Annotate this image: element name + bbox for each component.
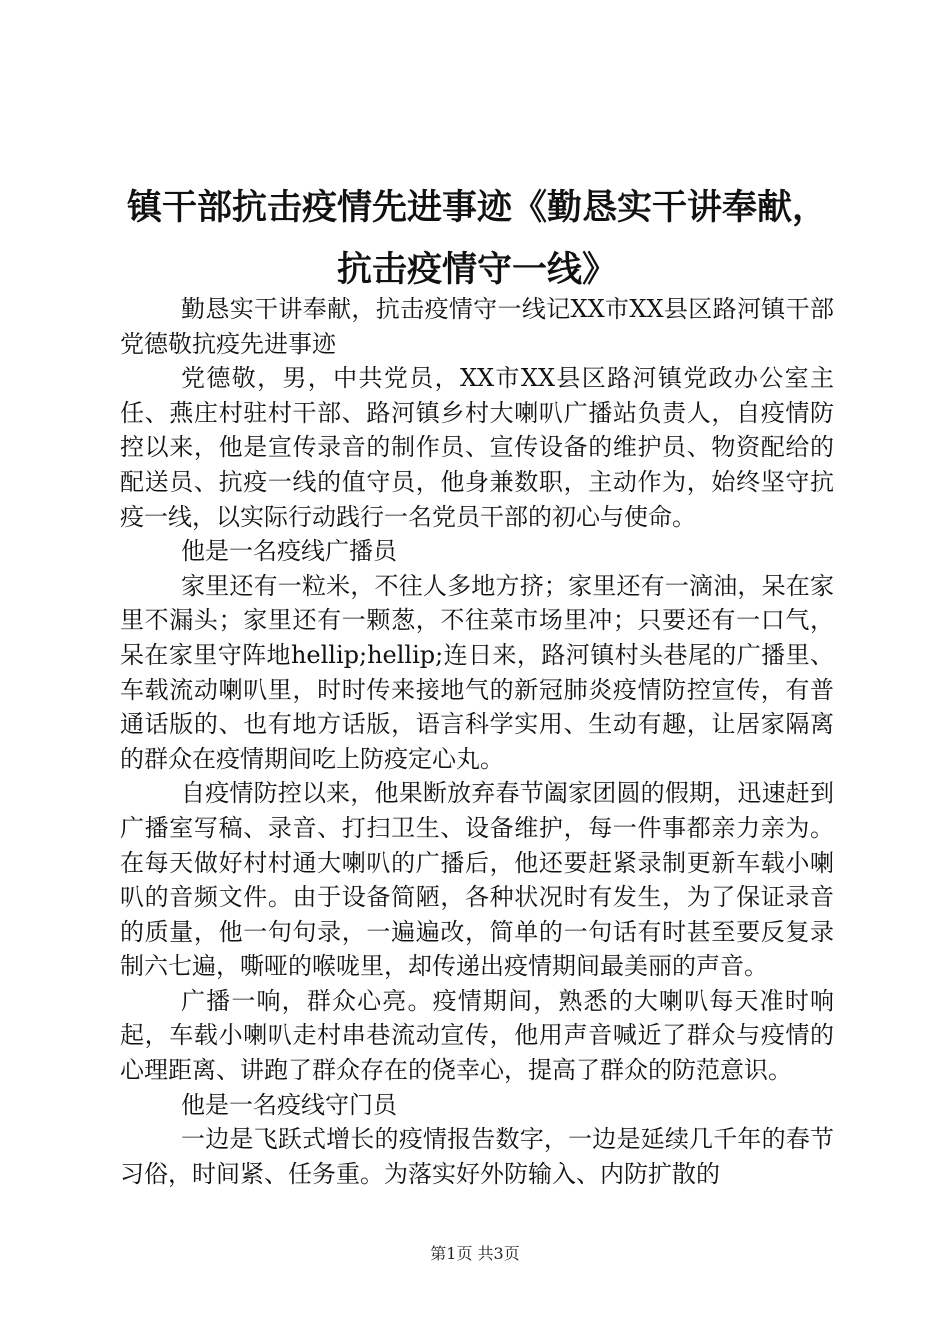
page-number-footer: 第1页 共3页 [430,1244,520,1263]
paragraph: 一边是飞跃式增长的疫情报告数字，一边是延续几千年的春节习俗，时间紧、任务重。为落实好外防输入、内防扩散的 [120,1125,834,1188]
section-heading: 他是一名疫线广播员 [181,537,397,566]
paragraph: 自疫情防控以来，他果断放弃春节阖家团圆的假期，迅速赶到广播室写稿、录音、打扫卫生、设备维护，每一件事都亲力亲为。在每天做好村村通大喇叭的广播后，他还要赶紧录制更新车载小喇叭的音频文件。由于设备简陋，各种状况时有发生，为了保证录音的质量，他一句句录，一遍遍改，简单的一句话有时甚至要反复录制六七遍，嘶哑的喉咙里，却传递出疫情期间最美丽的声音。 [120,779,834,981]
paragraph: 勤恳实干讲奉献，抗击疫情守一线记XX市XX县区路河镇干部党德敬抗疫先进事迹 [120,295,834,358]
section-heading: 他是一名疫线守门员 [181,1090,397,1119]
document-title-line-1: 镇干部抗击疫情先进事迹《勤恳实干讲奉献， [126,188,827,228]
document-body [120,292,834,1191]
paragraph: 家里还有一粒米，不往人多地方挤；家里还有一滴油，呆在家里不漏头；家里还有一颗葱，不往菜市场里冲；只要还有一口气，呆在家里守阵地hellip;hellip;连日来，路河镇村头巷尾的广播里、车载流动喇叭里，时时传来接地气的新冠肺炎疫情防控宣传，有普通话版的、也有地方话版，语言科学实用、生动有趣，让居家隔离的群众在疫情期间吃上防疫定心丸。 [120,571,834,773]
document-title-line-2: 抗击疫情守一线》 [336,250,617,290]
paragraph: 党德敬，男，中共党员，XX市XX县区路河镇党政办公室主任、燕庄村驻村干部、路河镇乡村大喇叭广播站负责人，自疫情防控以来，他是宣传录音的制作员、宣传设备的维护员、物资配给的配送员、抗疫一线的值守员，他身兼数职，主动作为，始终坚守抗疫一线，以实际行动践行一名党员干部的初心与使命。 [120,364,834,531]
paragraph: 广播一响，群众心亮。疫情期间，熟悉的大喇叭每天准时响起，车载小喇叭走村串巷流动宣传，他用声音喊近了群众与疫情的心理距离、讲跑了群众存在的侥幸心，提高了群众的防范意识。 [120,986,834,1085]
